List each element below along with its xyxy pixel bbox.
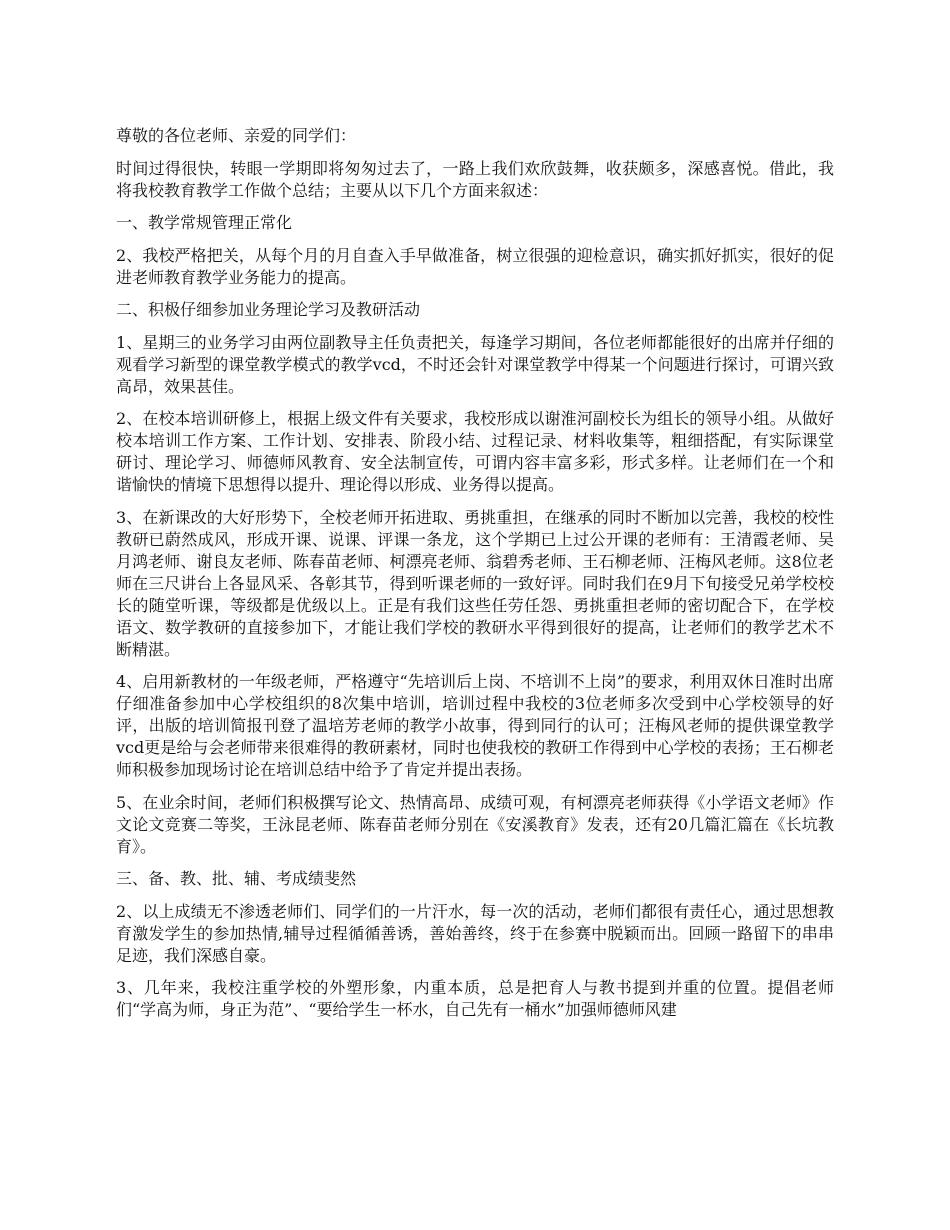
- paragraph-2-2: 2、在校本培训研修上，根据上级文件有关要求，我校形成以谢淮河副校长为组长的领导小组。从做好校本培训工作方案、工作计划、安排表、阶段小结、过程记录、材料收集等，粗细搭配，有实际课堂研讨、理论学习、师德师风教育、安全法制宣传，可谓内容丰富多彩，形式多样。让老师们在一个和谐愉快的情境下思想得以提升、理论得以形成、业务得以提高。: [116, 409, 834, 494]
- document-body: [116, 125, 834, 1032]
- section-heading-2: 二、积极仔细参加业务理论学习及教研活动: [116, 300, 421, 319]
- paragraph-3-3: 3、几年来，我校注重学校的外塑形象，内重本质，总是把育人与教书提到并重的位置。提倡老师们“学高为师，身正为范”、“要给学生一杯水，自己先有一桶水”加强师德师风建: [116, 978, 834, 1019]
- paragraph-2-3: 3、在新课改的大好形势下，全校老师开拓进取、勇挑重担，在继承的同时不断加以完善，我校的校性教研已蔚然成风，形成开课、说课、评课一条龙，这个学期已上过公开课的老师有：王清霞老师、吴月鸿老师、谢良友老师、陈春苗老师、柯漂亮老师、翁碧秀老师、王石柳老师、汪梅风老师。这8位老师在三尺讲台上各显风采、各彰其节，得到听课老师的一致好评。同时我们在9月下旬接受兄弟学校校长的随堂听课，等级都是优级以上。正是有我们这些任劳任怨、勇挑重担老师的密切配合下，在学校语文、数学教研的直接参加下，才能让我们学校的教研水平得到很好的提高，让老师们的教学艺术不断精湛。: [116, 507, 834, 659]
- section-heading-3: 三、备、教、批、辅、考成绩斐然: [116, 869, 357, 888]
- paragraph-2-1: 1、星期三的业务学习由两位副教导主任负责把关，每逢学习期间，各位老师都能很好的出席并仔细的观看学习新型的课堂教学模式的教学vcd，不时还会针对课堂教学中得某一个问题进行探讨，可谓兴致高昂，效果甚佳。: [116, 332, 834, 396]
- intro-paragraph: 时间过得很快，转眼一学期即将匆匆过去了，一路上我们欢欣鼓舞，收获颇多，深感喜悦。借此，我将我校教育教学工作做个总结；主要从以下几个方面来叙述：: [116, 158, 834, 200]
- paragraph-2-4: 4、启用新教材的一年级老师，严格遵守“先培训后上岗、不培训不上岗”的要求，利用双休日准时出席仔细准备参加中心学校组织的8次集中培训，培训过程中我校的3位老师多次受到中心学校领导的好评，出版的培训简报刊登了温培芳老师的教学小故事，得到同行的认可；汪梅风老师的提供课堂教学vcd更是给与会老师带来很难得的教研素材，同时也使我校的教研工作得到中心学校的表扬；王石柳老师积极参加现场讨论在培训总结中给予了肯定并提出表扬。: [116, 672, 834, 779]
- salutation: 尊敬的各位老师、亲爱的同学们：: [116, 126, 357, 145]
- section-heading-1: 一、教学常规管理正常化: [116, 213, 293, 232]
- paragraph-2-5: 5、在业余时间，老师们积极撰写论文、热情高昂、成绩可观，有柯漂亮老师获得《小学语文老师》作文论文竞赛二等奖，王泳昆老师、陈春苗老师分别在《安溪教育》发表，还有20几篇汇篇在《长坑教育》。: [116, 792, 834, 856]
- paragraph-1-2: 2、我校严格把关，从每个月的月自查入手早做准备，树立很强的迎检意识，确实抓好抓实，很好的促进老师教育教学业务能力的提高。: [116, 245, 834, 287]
- paragraph-3-2: 2、以上成绩无不渗透老师们、同学们的一片汗水，每一次的活动，老师们都很有责任心，通过思想教育激发学生的参加热情,辅导过程循循善诱，善始善终，终于在参赛中脱颖而出。回顾一路留下的串串足迹，我们深感自豪。: [116, 901, 834, 965]
